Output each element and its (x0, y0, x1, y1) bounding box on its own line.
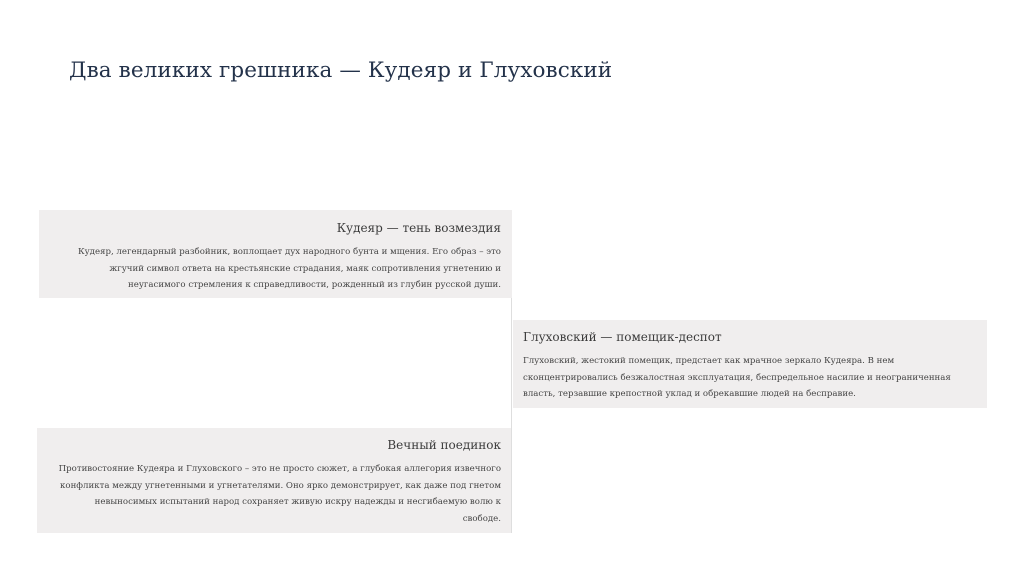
card-heading: Кудеяр — тень возмездия (336, 221, 501, 235)
card-text: Кудеяр, легендарный разбойник, воплощает дух народного бунта и мщения. Его образ – это жгучий символ ответа на крестьянские страдания, маяк сопротивления угнетению и неугасимого стремления к справедливости, рожденный из глубин русской души. (77, 247, 501, 290)
card-glukhovsky (513, 320, 987, 408)
card-heading: Вечный поединок (387, 438, 501, 452)
card-kudeyar (39, 210, 512, 298)
card-text: Глуховский, жестокий помещик, предстает как мрачное зеркало Кудеяра. В нем сконцентрировались безжалостная эксплуатация, беспредельное насилие и неограниченная власть, терзавшие крепостной уклад и обрекавшие людей на бесправие. (523, 356, 951, 399)
card-eternal-duel (37, 428, 511, 533)
card-text: Противостояние Кудеяра и Глуховского – это не просто сюжет, а глубокая аллегория извечного конфликта между угнетенными и угнетателями. Оно ярко демонстрирует, как даже под гнетом невыносимых испытаний народ сохраняет живую искру надежды и несгибаемую волю к свободе. (58, 464, 501, 524)
card-heading: Глуховский — помещик-деспот (523, 330, 722, 344)
slide-title: Два великих грешника — Кудеяр и Глуховский (69, 58, 613, 83)
